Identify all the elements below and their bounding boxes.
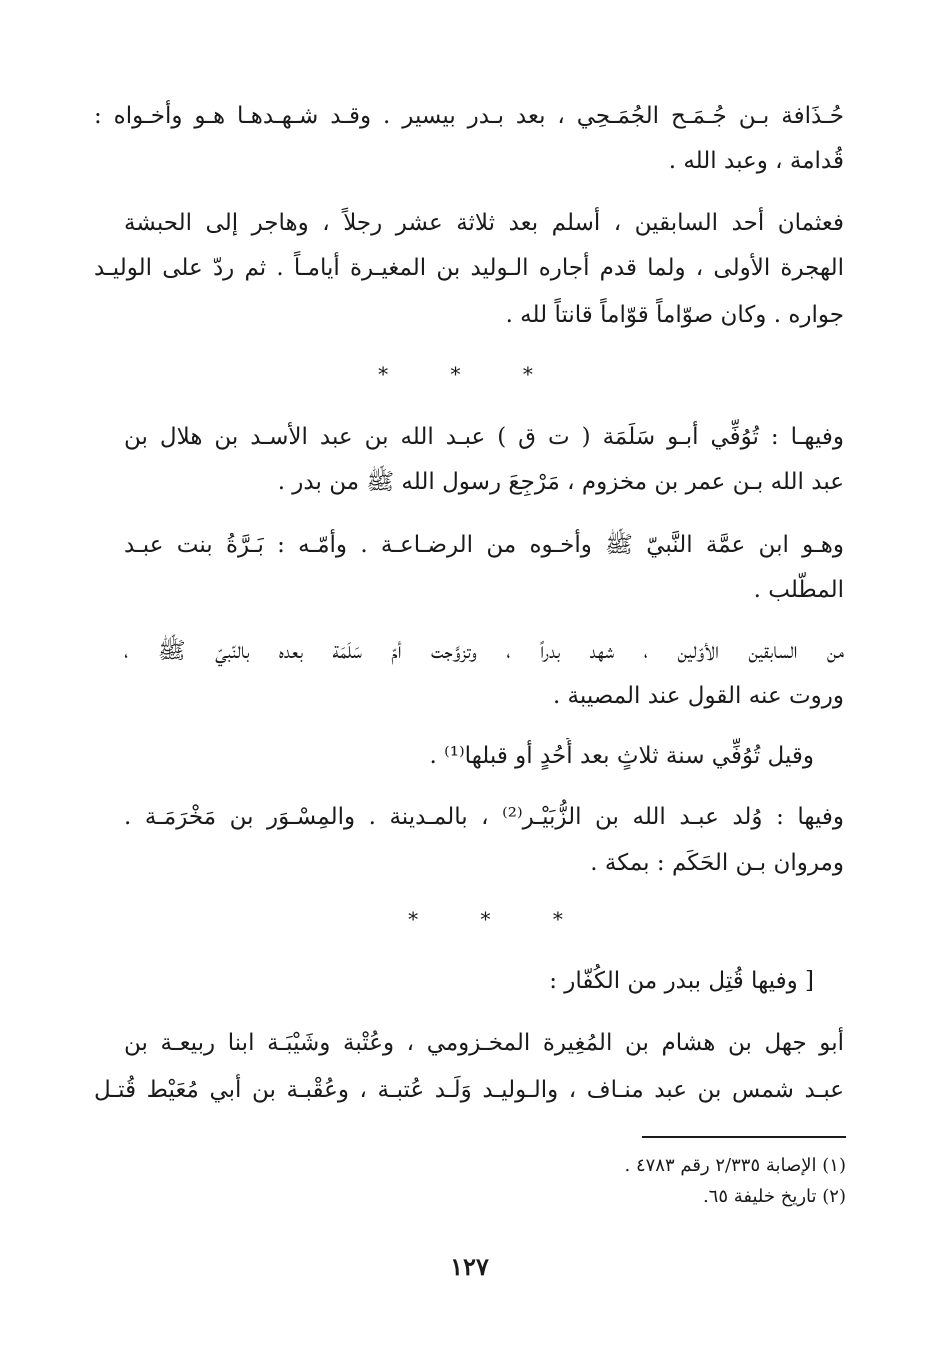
paragraph-9-line-1: أبو جهل بن هشام بن المُغِيرة المخـزومي ، وعُتْبة وشَيْبَـة ابنا ربيعـة بن <box>124 1030 844 1056</box>
paragraph-2-line-2: الهجرة الأولى ، ولما قدم أجاره الـوليد بن المغيـرة أيامـاً . ثم ردّ على الوليـد <box>94 255 844 281</box>
paragraph-2-line-3: جواره . وكان صوّاماً قوّاماً قانتاً لله . <box>505 302 844 328</box>
paragraph-5-line-2: وروت عنه القول عند المصيبة . <box>552 683 844 709</box>
paragraph-3-line-2: عبد الله بـن عمر بن مخزوم ، مَرْجِعَ رسول الله ﷺ من بدر . <box>277 469 844 495</box>
paragraph-8-line-1: [ وفيها قُتِل ببدر من الكُفّار : <box>549 968 814 994</box>
paragraph-4-line-2: المطّلب . <box>753 577 844 603</box>
section-separator: * * * <box>408 907 591 931</box>
paragraph-7-line-2: ومروان بـن الحَكَم : بمكة . <box>590 850 844 876</box>
footnote-2: (٢) تاريخ خليفة ٦٥. <box>702 1186 846 1207</box>
paragraph-1-line-1: حُـذَافة بـن جُـمَـح الجُمَـحِي ، بعد بـدر بيسير . وقـد شـهـدهـا هـو وأخـواه : <box>94 103 844 129</box>
page-number: ١٢٧ <box>450 1252 489 1281</box>
footnote-separator <box>642 1136 846 1138</box>
paragraph-5-line-1: من السابقين الأوّلين ، شهد بدراً ، وتزوَّجت أمّ سَلَمَة بعده بالنّبيّ ﷺ ، <box>124 638 844 664</box>
footnote-1: (١) الإصابة ٢/٣٣٥ رقم ٤٧٨٣ . <box>624 1155 846 1176</box>
paragraph-6-line-1: وقيل تُوُفِّي سنة ثلاثٍ بعد أُحُدٍ أو قبلها⁽¹⁾ . <box>429 743 814 769</box>
paragraph-9-line-2: عبـد شمس بن عبد منـاف ، والـوليـد وَلَـد عُتبـة ، وعُقْبـة بن أبي مُعَيْط قُتـل <box>94 1077 844 1103</box>
paragraph-1-line-2: قُدامة ، وعبد الله . <box>668 148 844 174</box>
paragraph-4-line-1: وهـو ابن عمَّة النَّبيّ ﷺ وأخـوه من الرضـاعـة . وأمّـه : بَـرَّةُ بنت عبـد <box>124 532 844 558</box>
section-separator: * * * <box>378 362 561 386</box>
paragraph-3-line-1: وفيهـا : تُوُفِّي أبـو سَلَمَة ( ت ق ) عبـد الله بن عبد الأسـد بن هلال بن <box>124 424 844 450</box>
paragraph-7-line-1: وفيها : وُلد عبـد الله بن الزُّبَيْـر⁽²⁾ ، بالمـدينة . والمِسْـوَر بن مَخْرَمَـة . <box>124 804 844 830</box>
paragraph-2-line-1: فعثمان أحد السابقين ، أسلم بعد ثلاثة عشر رجلاً ، وهاجر إلى الحبشة <box>124 210 844 236</box>
